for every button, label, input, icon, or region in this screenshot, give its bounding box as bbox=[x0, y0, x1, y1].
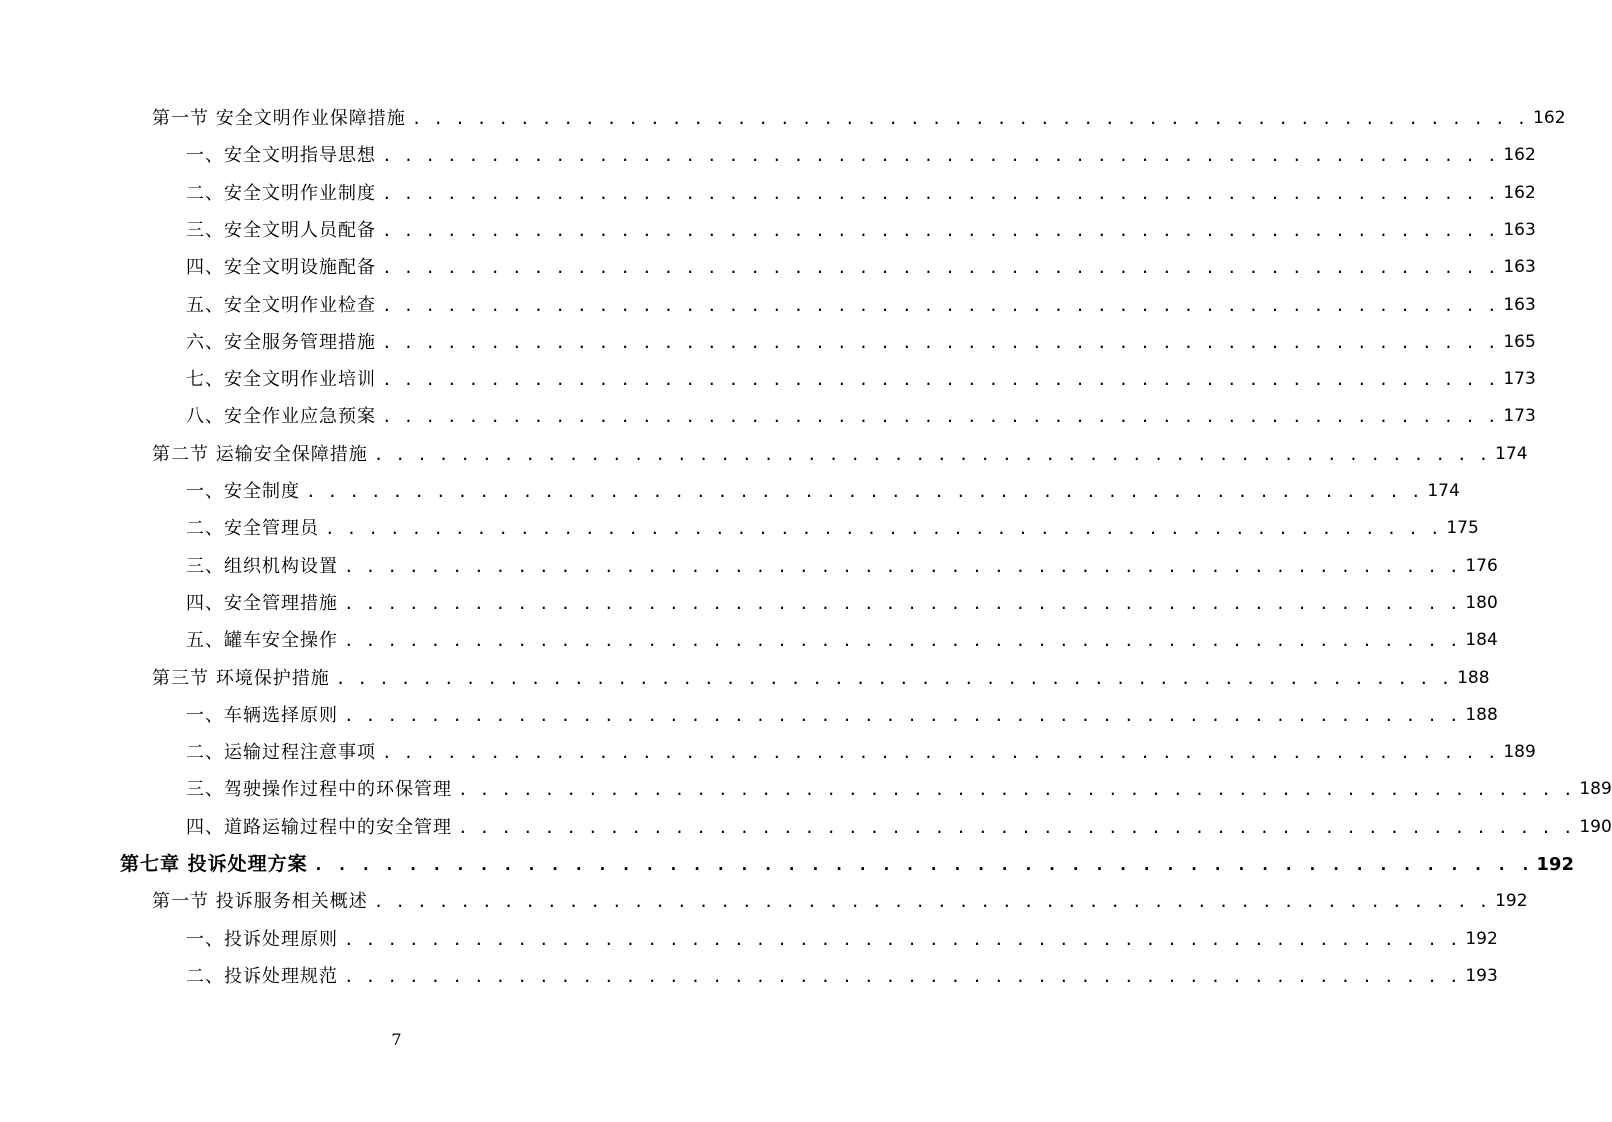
toc-dot-leader: . . . . . . . . . . . . . . . . . . . . . . . . . . . . . . . . . . . . . . . . . . . . . . . . . . . . bbox=[382, 407, 1498, 427]
toc-entry[interactable] bbox=[186, 510, 1479, 547]
toc-entry[interactable] bbox=[186, 734, 1536, 771]
toc-entry-page: 176 bbox=[1465, 555, 1498, 576]
toc-dot-leader: . . . . . . . . . . . . . . . . . . . . . . . . . . . . . . . . . . . . . . . . . . . . . . . . . . . . bbox=[335, 668, 1452, 688]
toc-dot-leader: . . . . . . . . . . . . . . . . . . . . . . . . . . . . . . . . . . . . . . . . . . . . . . . . . . . . bbox=[382, 295, 1498, 315]
toc-entry-title: 二、运输过程注意事项 bbox=[186, 742, 376, 764]
toc-entry-page: 165 bbox=[1503, 331, 1536, 352]
toc-entry[interactable] bbox=[186, 473, 1460, 510]
toc-dot-leader: . . . . . . . . . . . . . . . . . . . . . . . . . . . . . . . . . . . . . . . . . . . . . . . . . . . . bbox=[325, 519, 1441, 539]
toc-dot-leader: . . . . . . . . . . . . . . . . . . . . . . . . . . . . . . . . . . . . . . . . . . . . . . . . . . . . bbox=[344, 556, 1460, 576]
toc-dot-leader: . . . . . . . . . . . . . . . . . . . . . . . . . . . . . . . . . . . . . . . . . . . . . . . . . . . . bbox=[344, 929, 1460, 949]
toc-entry[interactable] bbox=[152, 660, 1490, 697]
toc-entry[interactable] bbox=[186, 137, 1536, 174]
toc-entry-title: 第一节 安全文明作业保障措施 bbox=[152, 108, 406, 129]
toc-entry-page: 173 bbox=[1503, 406, 1536, 427]
toc-entry[interactable] bbox=[152, 100, 1566, 137]
toc-entry[interactable] bbox=[186, 697, 1498, 734]
toc-entry[interactable] bbox=[186, 771, 1612, 808]
toc-entry[interactable] bbox=[186, 958, 1498, 995]
toc-entry[interactable] bbox=[152, 436, 1528, 473]
toc-entry-title: 四、道路运输过程中的安全管理 bbox=[186, 816, 452, 838]
toc-dot-leader: . . . . . . . . . . . . . . . . . . . . . . . . . . . . . . . . . . . . . . . . . . . . . . . . . . . . bbox=[344, 631, 1460, 651]
toc-entry-page: 188 bbox=[1465, 704, 1498, 725]
toc-entry-page: 188 bbox=[1457, 667, 1490, 688]
toc-entry-title: 第一节 投诉服务相关概述 bbox=[152, 891, 368, 913]
toc-entry-page: 173 bbox=[1503, 369, 1536, 390]
toc-entry-title: 第三节 环境保护措施 bbox=[152, 667, 330, 689]
toc-entry-page: 180 bbox=[1465, 592, 1498, 613]
toc-entry[interactable] bbox=[186, 361, 1536, 398]
toc-dot-leader: . . . . . . . . . . . . . . . . . . . . . . . . . . . . . . . . . . . . . . . . . . . . . . . . . . . . bbox=[344, 966, 1460, 986]
toc-entry-title: 八、安全作业应急预案 bbox=[186, 406, 376, 428]
toc-entry-page: 174 bbox=[1427, 481, 1460, 501]
toc-dot-leader: . . . . . . . . . . . . . . . . . . . . . . . . . . . . . . . . . . . . . . . . . . . . . . . . . . . . bbox=[313, 855, 1533, 874]
toc-entry-page: 192 bbox=[1465, 928, 1498, 949]
toc-entry-page: 163 bbox=[1503, 294, 1536, 315]
toc-entry-page: 184 bbox=[1465, 630, 1498, 651]
toc-entry[interactable] bbox=[152, 883, 1528, 920]
toc-entry[interactable] bbox=[186, 324, 1536, 361]
toc-entry[interactable] bbox=[186, 622, 1498, 659]
toc-entry-title: 二、投诉处理规范 bbox=[186, 965, 338, 987]
toc-dot-leader: . . . . . . . . . . . . . . . . . . . . . . . . . . . . . . . . . . . . . . . . . . . . . . . . . . . . bbox=[382, 370, 1498, 390]
toc-entry-title: 六、安全服务管理措施 bbox=[186, 331, 376, 353]
toc-entry-page: 192 bbox=[1495, 891, 1528, 912]
toc-entry-title: 七、安全文明作业培训 bbox=[186, 369, 376, 391]
toc-entry-title: 五、安全文明作业检查 bbox=[186, 294, 376, 316]
toc-entry-title: 一、安全文明指导思想 bbox=[186, 145, 376, 167]
toc-dot-leader: . . . . . . . . . . . . . . . . . . . . . . . . . . . . . . . . . . . . . . . . . . . . . . . . . . . . bbox=[382, 220, 1498, 240]
toc-dot-leader: . . . . . . . . . . . . . . . . . . . . . . . . . . . . . . . . . . . . . . . . . . . . . . . . . . . . bbox=[382, 183, 1498, 203]
toc-dot-leader: . . . . . . . . . . . . . . . . . . . . . . . . . . . . . . . . . . . . . . . . . . . . . . . . . . . . bbox=[411, 109, 1528, 128]
toc-entry-title: 二、安全管理员 bbox=[186, 518, 319, 540]
toc-entry-title: 四、安全管理措施 bbox=[186, 592, 338, 614]
toc-entry-page: 193 bbox=[1465, 965, 1498, 986]
toc-dot-leader: . . . . . . . . . . . . . . . . . . . . . . . . . . . . . . . . . . . . . . . . . . . . . . . . . . . . bbox=[373, 444, 1490, 464]
toc-entry-title: 一、投诉处理原则 bbox=[186, 928, 338, 950]
toc-dot-leader: . . . . . . . . . . . . . . . . . . . . . . . . . . . . . . . . . . . . . . . . . . . . . . . . . . . . bbox=[306, 482, 1422, 501]
toc-dot-leader: . . . . . . . . . . . . . . . . . . . . . . . . . . . . . . . . . . . . . . . . . . . . . . . . . . . . bbox=[382, 332, 1498, 352]
toc-entry-title: 三、驾驶操作过程中的环保管理 bbox=[186, 779, 452, 801]
toc-entry-page: 163 bbox=[1503, 219, 1536, 240]
toc-entry-title: 第七章 投诉处理方案 bbox=[120, 853, 308, 875]
toc-entry[interactable] bbox=[186, 175, 1536, 212]
toc-entry-title: 一、安全制度 bbox=[186, 481, 300, 502]
toc-dot-leader: . . . . . . . . . . . . . . . . . . . . . . . . . . . . . . . . . . . . . . . . . . . . . . . . . . . . bbox=[458, 780, 1574, 800]
toc-entry[interactable] bbox=[186, 585, 1498, 622]
toc-entry[interactable] bbox=[186, 287, 1536, 324]
toc-entry-title: 第二节 运输安全保障措施 bbox=[152, 443, 368, 465]
toc-entry[interactable] bbox=[186, 212, 1536, 249]
toc-dot-leader: . . . . . . . . . . . . . . . . . . . . . . . . . . . . . . . . . . . . . . . . . . . . . . . . . . . . bbox=[344, 593, 1460, 613]
toc-entry-page: 162 bbox=[1533, 108, 1566, 128]
toc-entry-title: 四、安全文明设施配备 bbox=[186, 257, 376, 279]
toc-dot-leader: . . . . . . . . . . . . . . . . . . . . . . . . . . . . . . . . . . . . . . . . . . . . . . . . . . . . bbox=[458, 817, 1574, 837]
toc-dot-leader: . . . . . . . . . . . . . . . . . . . . . . . . . . . . . . . . . . . . . . . . . . . . . . . . . . . . bbox=[373, 892, 1490, 912]
toc-entry-page: 189 bbox=[1579, 779, 1612, 800]
toc-entry[interactable] bbox=[186, 548, 1498, 585]
toc-dot-leader: . . . . . . . . . . . . . . . . . . . . . . . . . . . . . . . . . . . . . . . . . . . . . . . . . . . . bbox=[344, 705, 1460, 725]
toc-dot-leader: . . . . . . . . . . . . . . . . . . . . . . . . . . . . . . . . . . . . . . . . . . . . . . . . . . . . bbox=[382, 258, 1498, 278]
toc-entry-page: 189 bbox=[1503, 742, 1536, 763]
toc-entry-page: 163 bbox=[1503, 257, 1536, 278]
page-number: 7 bbox=[391, 1030, 402, 1049]
toc-entry-page: 192 bbox=[1536, 854, 1574, 875]
toc-dot-leader: . . . . . . . . . . . . . . . . . . . . . . . . . . . . . . . . . . . . . . . . . . . . . . . . . . . . bbox=[382, 146, 1498, 166]
toc-entry-page: 174 bbox=[1495, 443, 1528, 464]
toc-entry-title: 二、安全文明作业制度 bbox=[186, 182, 376, 204]
toc-entry-title: 三、组织机构设置 bbox=[186, 555, 338, 577]
toc-entry-chapter[interactable] bbox=[120, 846, 1574, 883]
toc-entry-title: 三、安全文明人员配备 bbox=[186, 219, 376, 241]
toc-entry[interactable] bbox=[186, 398, 1536, 435]
toc-entry[interactable] bbox=[186, 921, 1498, 958]
toc-entry-page: 175 bbox=[1446, 518, 1479, 539]
toc-entry-page: 162 bbox=[1503, 145, 1536, 166]
toc-entry[interactable] bbox=[186, 809, 1612, 846]
toc-entry-title: 五、罐车安全操作 bbox=[186, 630, 338, 652]
toc-entry-page: 190 bbox=[1579, 816, 1612, 837]
toc-entry-page: 162 bbox=[1503, 182, 1536, 203]
toc-dot-leader: . . . . . . . . . . . . . . . . . . . . . . . . . . . . . . . . . . . . . . . . . . . . . . . . . . . . bbox=[382, 743, 1498, 763]
toc-entry[interactable] bbox=[186, 249, 1536, 286]
toc-entry-title: 一、车辆选择原则 bbox=[186, 704, 338, 726]
